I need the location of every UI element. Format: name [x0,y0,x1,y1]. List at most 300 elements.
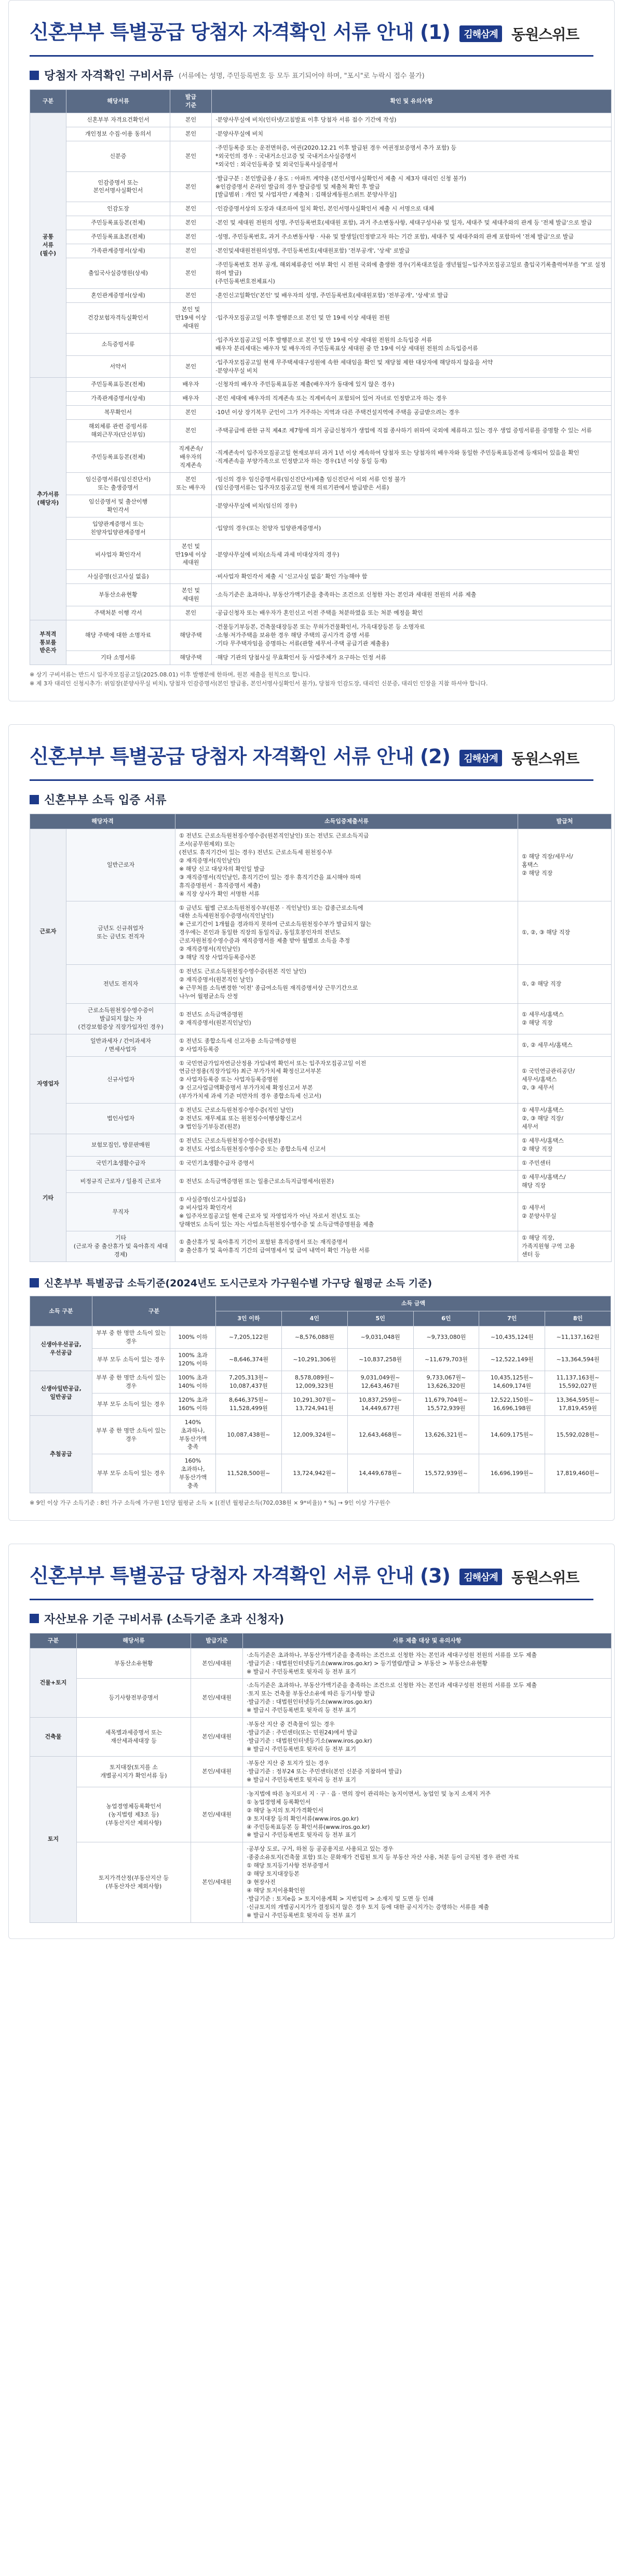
income-value-cell: 15,572,939원~ [413,1454,479,1493]
table-header: 발급기준 [191,1633,243,1648]
note-cell: ·성명, 주민등록번호, 과거 주소변동사항 · 사유 및 발생일(인정받고자 하는 기간 포함), 세대주 및 세대주와의 관계 포함하여 '전체 발급'으로 발급 [212,230,612,244]
table-row [30,1842,612,1922]
table-header: 확인 및 유의사항 [212,90,612,113]
table-row [30,1415,611,1454]
table-row [30,1679,612,1718]
qualification-cell: 일반과세자 / 간이과세자 / 면세사업자 [66,1034,175,1056]
income-value-cell: 15,592,028원~ [545,1415,611,1454]
table-row [30,288,612,302]
issuer-cell: 본인/세대원 [191,1648,243,1679]
table-row [30,1326,611,1349]
document-name: 주민등록표등본(전체) [66,216,170,230]
income-value-cell: ~8,646,374원 [216,1349,282,1371]
income-value-cell: 9,031,049원~ 12,643,467원 [347,1371,413,1393]
table-row [30,1787,612,1842]
income-value-cell: ~9,031,048원 [347,1326,413,1349]
table-row [30,1349,611,1371]
issuer-cell: 배우자 [170,378,212,392]
note-cell: ·분양사무실에 비치(임신의 경우) [212,495,612,517]
table-header: 3인 이하 [216,1311,282,1326]
issuer-cell: 본인 [170,406,212,420]
document-name: 토지가격산정(부동산지산 등 (부동산자산 제외사항) [77,1842,191,1922]
qualification-cell: 보험모집인, 방문판매원 [66,1134,175,1157]
table-header: 소득 금액 [216,1296,611,1311]
document-name: 개인정보 수집·이용 동의서 [66,127,170,141]
document-name: 등기사항전부증명서 [77,1679,191,1718]
income-value-cell: ~10,435,124원 [479,1326,545,1349]
issuer-cell: 본인/세대원 [191,1718,243,1757]
issuer-cell: 본인 [170,230,212,244]
issuer-cell: 본인 [170,355,212,378]
table-row [30,258,612,289]
income-value-cell: 11,679,704원~ 15,572,939원 [413,1393,479,1415]
category-cell: 건물+토지 [30,1648,77,1718]
table-row [30,1371,611,1393]
qualification-cell: 무직자 [66,1192,175,1231]
income-value-cell: 13,724,942원~ [281,1454,347,1493]
income-percent-cell: 100% 초과 140% 이하 [170,1371,216,1393]
issuer-cell: 본인 [170,420,212,442]
document-name: 해외체류 관련 증빙서류 해외근무자(단신부임) [66,420,170,442]
document-name: 가족관계증명서(상세) [66,392,170,406]
footnote: ※ 9인 이상 가구 소득기준 : 8인 가구 소득에 가구원 1인당 월평균 소득 × [(전년 월평균소득(702,038원 × 9*비율)) * %] → 9인 이상 가구원수 [30,1499,390,1507]
table-header: 발급 기준 [170,90,212,113]
table-header: 8인 [545,1311,611,1326]
table-header: 소득 구분 [30,1296,92,1326]
note-cell: ·소득기준은 초과하나, 부동산가액기준을 충족하는 조건으로 신청한 자는 본인과 세대구성원 전원의 서류를 모두 제출 ·토지 또는 건축물 부동산소유에 따른 등기사항 발급 ·발급기준 : 대법원인터넷등기소(www.iros.go.kr) ※ 발급시 주민등록번호 뒷자리 등 전부 표기 [243,1679,612,1718]
note-cell: ·공부상 도로, 구거, 하천 등 공공용지로 사용되고 있는 경우 ·종중소유토지(건축물 포함) 또는 문화재가 건립된 토지 등 부동산 자산 사용, 처분 등이 금지된 경우 관련 자료 ① 해당 토지등기사항 전부증명서 ② 해당 토지대장등본 ③ 현장사진 ④ 해당 토지이용확인원 ·발급기준 : 토지e음 > 토지이용계획 > 지번입력 > 소재지 및 도면 등 인쇄 ·신규토지의 개별공시지가가 결정되지 않은 경우 토지 등에 대한 공시지가는 증명하는 서류를 제출 ※ 발급시 주민등록번호 뒷자리 등 전부 표기 [243,1842,612,1922]
table-row [30,127,612,141]
issuer-cell: ① 세무서/홈택스 ②, ③ 해당 직장/ 세무서 [518,1104,612,1134]
table-header: 7인 [479,1311,545,1326]
income-percent-cell: 100% 이하 [170,1326,216,1349]
table-row [30,230,612,244]
issuer-cell: 본인/세대원 [191,1787,243,1842]
issuer-cell: 배우자 [170,392,212,406]
table-header-row [30,1296,611,1311]
note-cell: ·발급구분 : 본인발급용 / 용도 : 아파트 계약용 (본인서명사실확인서 제출 시 제3자 대리인 신청 불가) ※인감증명서 온라인 발급의 경우 발급증빙 및 제출처 확인 후 발급 [발급범위 : 개인 및 사업자만 / 제출처 : 김해삼계동원스위트 분양사무실] [212,171,612,202]
issuer-cell: 본인 [170,288,212,302]
note-cell: ·직계존속이 입주자모집공고일 현재로부터 과거 1년 이상 계속하여 당첨자 또는 당첨자의 배우자와 동일한 주민등록표등본에 등재되어 있음을 확인 ·직계존속을 부양가족으로 인정받고자 하는 경우(1년 이상 동일 등재) [212,442,612,473]
section-title: 자산보유 기준 구비서류 (소득기준 초과 신청자) [44,1613,285,1626]
documents-cell: ① 금년도 월별 근로소득원천징수부(원본 · 직인날인) 또는 갑종근로소득에 대한 소득세원천징수증명서(직인날인) ※ 근로기간이 1개월을 경과하지 못하여 근로소득원천징수부가 발급되지 않는 경우에는 본인과 동일한 직장의 동일직급, 동일호봉인자의 전년도 근로자원천징수영수증과 재직증명서를 제출 받아 월별로 소득을 추정 ② 재직증명서(직인날인) ③ 해당 직장 사업자등록증사본 [175,901,518,965]
brand-name: 동원스위트 [511,25,579,43]
document-name: 소득증빙서류 [66,333,170,355]
documents-cell: ① 전년도 근로소득원천징수영수증(원본) ② 전년도 사업소득원천징수영수증 또는 종합소득세 신고서 [175,1134,518,1157]
note-cell: ·본인 및 세대원 전원의 성명, 주민등록번호(세대원 포함), 과거 주소변동사항, 세대구성사유 및 일자, 세대주 및 세대주와의 관계 등 '전체 발급'으로 발급 [212,216,612,230]
table-row [30,1192,612,1231]
documents-cell: ① 전년도 근로소득원천징수영수증(직인 날인) ② 전년도 재무제표 또는 원천징수이행상황신고서 ③ 법인등기부등본(원본) [175,1104,518,1134]
document-name: 농업경영체등록확인서 (농지법령 제3조 등) (부동산지산 제외사항) [77,1787,191,1842]
table-row [30,302,612,333]
table-header: 구분 [92,1296,216,1326]
issuer-cell: 본인 [170,258,212,289]
qualification-cell: 비정규직 근로자 / 일용직 근로자 [66,1170,175,1192]
document-name: 비사업자 확인각서 [66,539,170,570]
table-row [30,517,612,539]
document-name: 인감도장 [66,202,170,216]
panel-gap [0,1521,623,1544]
income-standard-table [30,1296,611,1493]
income-percent-cell: 160% 초과하나, 부동산가액 충족 [170,1454,216,1493]
documents-cell: ① 사실증명(신고사실없음) ② 비사업자 확인각서 ※ 입주자모집공고일 현재 근로자 및 자영업자가 아닌 자로서 전년도 또는 당해연도 소득이 있는 자는 사업소득원천징수영수증 및 소득금액증명원을 제출 [175,1192,518,1231]
note-cell: ·입양의 경우(또는 친양자 입양관계증명서) [212,517,612,539]
issuer-cell: ①, ② 해당 직장 [518,965,612,1004]
panel-2 [8,724,615,1521]
table-header: 해당서류 [66,90,170,113]
square-bullet-icon [30,1614,39,1623]
issuer-cell: 본인 및 만19세 이상 세대원 [170,302,212,333]
brand-name: 동원스위트 [511,750,579,767]
income-value-cell: 12,522,150원~ 16,696,198원 [479,1393,545,1415]
document-name: 해당 주택에 대한 소명자료 [66,620,170,651]
note-cell: ·분양사무실에 비치(인터넷/고침발표 이후 당첨자 서류 접수 기간에 작성) [212,113,612,127]
income-value-cell: ~10,291,306원 [281,1349,347,1371]
table-header-row [30,90,612,113]
income-value-cell: ~12,522,149원 [479,1349,545,1371]
income-value-cell: ~11,137,162원 [545,1326,611,1349]
location-badge: 김해삼계 [459,750,502,766]
brand-name: 동원스위트 [511,1569,579,1587]
note-cell: ·혼인신고일확인('본인' 및 배우자의 성명, 주민등록번호(세대원포함) '전부공개', '상세'로 발급 [212,288,612,302]
table-row [30,355,612,378]
qualification-cell: 기타 (근로자 중 출산휴가 및 육아휴직 세대 경제) [66,1231,175,1262]
note-cell: ·신청자의 배우자 주민등록표등본 제출(배우자가 동대에 있지 않은 경우) [212,378,612,392]
bottom-padding [9,1923,614,1938]
table-row [30,1003,612,1034]
document-name: 주택처분 이행 각서 [66,606,170,620]
document-name: 인감증명서 또는 본인서명사실확인서 [66,171,170,202]
issuer-cell: 본인/세대원 [191,1842,243,1922]
documents-cell: ① 전년도 근로소득원천징수영수증(원본직인날인) 또는 전년도 근로소득지급 조서(공무원제외) 또는 (전년도 휴직기간이 있는 경우) 전년도 근로소득세 원천징수부 ② 재직증명서(직인날인) ※ 해당 신고 대상자의 확인일 발급 ③ 재직증명서(직인날인, 휴직기간이 있는 경우 휴직기간을 표시해야 하며 휴직증명원서 · 휴직증명서 제출) ④ 직장 상사가 확인 서명한 서류 [175,829,518,901]
documents-cell: ① 전년도 소득금액증명원 ② 재직증명서(원본직인날인) [175,1003,518,1034]
documents-cell: ① 전년도 소득금액증명원 또는 일용근로소득지급명세서(원본) [175,1170,518,1192]
income-standard-body [30,1326,611,1493]
note-cell: ·부동산 지산 중 건축물이 있는 경우 ·발급기준 : 주민센터(또는 민원24)에서 발급 ·발급기준 : 대법원인터넷등기소(www.iros.go.kr) ※ 발급시 주민등록번호 뒷자리 등 전부 표기 [243,1718,612,1757]
square-bullet-icon [30,795,39,804]
income-value-cell: 9,733,067원~ 13,626,320원 [413,1371,479,1393]
income-value-cell: ~11,679,703원 [413,1349,479,1371]
issuer-cell: 본인/세대원 [191,1756,243,1787]
documents-cell: ① 전년도 종합소득세 신고자용 소득금액증명원 ② 사업자등록증 [175,1034,518,1056]
issuer-cell [170,333,212,355]
income-value-cell: 11,137,163원~ 15,592,027원 [545,1371,611,1393]
document-name: 부동산소유현황 [66,584,170,606]
issuer-cell: ①, ② 세무서/홈택스 [518,1034,612,1056]
qualification-cell: 국민기초생활수급자 [66,1156,175,1170]
table-row [30,829,612,901]
income-value-cell: 17,819,460원~ [545,1454,611,1493]
section-note: (서류에는 성명, 주민등록번호 등 모두 표기되어야 하며, "포시"로 누락시 접수 불가) [179,72,425,80]
income-value-cell: 11,528,500원~ [216,1454,282,1493]
note-cell: ·해당 기관의 당첨사실 무효확인서 등 사업주체가 요구하는 인정 서류 [212,650,612,665]
income-value-cell: 12,009,324원~ [281,1415,347,1454]
panel-3 [8,1544,615,1939]
issuer-cell: 본인 또는 배우자 [170,472,212,495]
issuer-cell: 본인 [170,202,212,216]
income-type-cell: 부부 모두 소득이 있는 경우 [92,1393,170,1415]
square-bullet-icon [30,71,39,80]
square-bullet-icon [30,1278,39,1287]
issuer-cell: 본인 [170,127,212,141]
panel-3-header [9,1544,614,1599]
issuer-cell: 해당주택 [170,620,212,651]
category-cell: 기타 [30,1134,66,1262]
table-header: 구분 [30,1633,77,1648]
issuer-cell: ①, ②, ③ 해당 직장 [518,901,612,965]
table-row [30,539,612,570]
note-cell: ·소득기준은 초과하나, 부동산가액기준을 충족하는 조건으로 신청한 자는 본인과 세대구성원 전원의 서류를 모두 제출 ·발급기준 : 대법원인터넷등기소(www.iros.go.kr) > 등기열람/발급 > 부동산 > 부동산소유현황 ※ 발급시 주민등록번호 뒷자리 등 전부 표기 [243,1648,612,1679]
issuer-cell: ① 국민연금관리공단/ 세무서/홈택스 ②, ③ 세무서 [518,1056,612,1104]
document-name: 복무확인서 [66,406,170,420]
category-cell: 추가서류 (해당자) [30,378,66,620]
income-value-cell: ~8,576,088원 [281,1326,347,1349]
note-cell: ·부동산 지산 중 토지가 있는 경우 ·발급기준 : 정부24 또는 주민센터(본인 신분증 지참하여 발급) ※ 발급시 주민등록번호 뒷자리 등 전부 표기 [243,1756,612,1787]
section-title: 신혼부부 소득 입증 서류 [44,794,167,807]
issuer-cell: 해당주택 [170,650,212,665]
income-value-cell: 13,364,595원~ 17,819,459원 [545,1393,611,1415]
table-header: 해당서류 [77,1633,191,1648]
note-cell: ·임신의 경우 임신증명서류(임신진단서)제출 임신진단서 이외 서류 인정 불가 (임신증명서류는 입주자모집공고일 현재 의료기관에서 발급받은 서류) [212,472,612,495]
note-cell: ·입주자모집공고일 이후 발행분으로 본인 및 만 19세 이상 세대원 전원의 소득입증 서류 배우자 분리세대는 배우자 및 배우자의 주민등록표상 세대원 중 만 19세 이상 세대원 전원의 소득입증서류 [212,333,612,355]
section-heading [9,781,614,814]
table-row [30,333,612,355]
table-row [30,1648,612,1679]
income-type-cell: 부부 모두 소득이 있는 경우 [92,1454,170,1493]
qualification-cell: 근로소득원천징수영수증이 발급되지 않는 자 (건강보험증상 직장가입자인 경우) [66,1003,175,1034]
note-cell: ·본인 세대에 배우자의 직계존속 또는 직계비속이 포함되어 있어 자녀로 인정받고자 하는 경우 [212,392,612,406]
category-cell: 부적격 통보를 받은자 [30,620,66,665]
table-row [30,244,612,258]
document-name: 혼인관계증명서(상세) [66,288,170,302]
table-row [30,472,612,495]
document-name: 건강보험자격득실확인서 [66,302,170,333]
table-row [30,1034,612,1056]
table-header: 해당자격 [30,814,175,829]
required-docs-table [30,89,612,665]
table-header: 소득입증제출서류 [175,814,518,829]
income-value-cell: 7,205,313원~ 10,087,437원 [216,1371,282,1393]
income-value-cell: 13,626,321원~ [413,1415,479,1454]
location-badge: 김해삼계 [459,1569,502,1585]
section-heading [9,1262,614,1296]
issuer-cell [170,570,212,584]
income-value-cell: ~7,205,122원 [216,1326,282,1349]
document-name: 신혼부부 자격요건확인서 [66,113,170,127]
page-title: 신혼부부 특별공급 당첨자 자격확인 서류 안내 (1) 김해삼계 동원스위트 [30,21,579,44]
table-row [30,1104,612,1134]
income-group-cell: 신생아우선공급, 우선공급 [30,1326,92,1371]
income-type-cell: 부부 중 한 명만 소득이 있는 경우 [92,1415,170,1454]
issuer-cell: 본인/세대원 [191,1679,243,1718]
table-header: 발급처 [518,814,612,829]
income-value-cell: 14,449,678원~ [347,1454,413,1493]
table-row [30,1134,612,1157]
qualification-cell: 전년도 전직자 [66,965,175,1004]
table-header: 구분 [30,90,66,113]
issuer-cell: 본인 [170,113,212,127]
income-value-cell: ~13,364,594원 [545,1349,611,1371]
note-cell: ·농지법에 따른 농지로서 지 · 구 · 읍 · 면의 장이 관리하는 농지이면서, 농업인 및 농지 소재지 거주 ① 농업경영체 등록확인서 ② 해당 농지의 토지가격확인서 ③ 토지대장 등의 확인서류(www.iros.go.kr) ④ 주민등록표등본 등 확인서류(www.iros.go.kr) ※ 발급시 주민등록번호 뒷자리 등 전부 표기 [243,1787,612,1842]
table-row [30,606,612,620]
issuer-cell: ① 세무서/홈택스 ② 해당 직장 [518,1003,612,1034]
table-header: 4인 [281,1311,347,1326]
category-cell: 건축물 [30,1718,77,1757]
income-docs-body [30,829,612,1262]
panel-2-header [9,725,614,779]
table-row [30,901,612,965]
table-header-row [30,814,612,829]
issuer-cell: ① 해당 직장/세무서/ 홈택스 ② 해당 직장 [518,829,612,901]
table-row [30,392,612,406]
note-cell: ·비사업자 확인각서 제출 시 '신고사실 없음' 확인 가능해야 함 [212,570,612,584]
documents-cell: ① 국민기초생활수급자 증명서 [175,1156,518,1170]
table-header: 5인 [347,1311,413,1326]
issuer-cell: 본인 [170,244,212,258]
income-group-cell: 추첨공급 [30,1415,92,1493]
income-value-cell: ~9,733,080원 [413,1326,479,1349]
note-cell: ·주민등록증 또는 운전면허증, 여권(2020.12.21 이후 발급된 경우 여권정보증명서 추가 포함) 등 *외국인의 경우 : 국내거소신고증 및 국내거소사실증명서 *외국인 : 외국인등록증 및 외국인등록사실증명서 [212,141,612,171]
note-cell: ·10년 이상 장기복무 군인이 그가 거주하는 지역과 다른 주택건설지역에 주택을 공급받으려는 경우 [212,406,612,420]
income-value-cell: 8,578,089원~ 12,009,323원 [281,1371,347,1393]
table-row [30,442,612,473]
table-row [30,650,612,665]
issuer-cell: ① 세무서/홈택스/ 해당 직장 [518,1170,612,1192]
document-name: 임신증명서 및 출산이행 확인각서 [66,495,170,517]
table-row [30,570,612,584]
table-row [30,584,612,606]
issuer-cell: ① 주민센터 [518,1156,612,1170]
section-title: 신혼부부 특별공급 소득기준(2024년도 도시근로자 가구원수별 가구당 월평균 소득 기준) [44,1278,432,1290]
issuer-cell: 본인 [170,141,212,171]
section-title: 당첨자 자격확인 구비서류 [44,70,174,83]
qualification-cell: 법인사업자 [66,1104,175,1134]
panel-1 [8,0,615,701]
table-row [30,113,612,127]
issuer-cell: 직계존속/ 배우자의 직계존속 [170,442,212,473]
document-name: 세목별과세증명서 또는 재산세과세대장 등 [77,1718,191,1757]
issuer-cell: 본인 [170,171,212,202]
table-row [30,202,612,216]
income-percent-cell: 120% 초과 160% 이하 [170,1393,216,1415]
note-cell: ·소득기준은 초과하나, 부동산가액기준을 충족하는 조건으로 신청한 자는 본인과 세대원 전원의 서류 제출 [212,584,612,606]
document-name: 출입국사실증명원(상세) [66,258,170,289]
asset-docs-table [30,1633,612,1923]
document-name: 부동산소유현황 [77,1648,191,1679]
table-header: 6인 [413,1311,479,1326]
document-name: 서약서 [66,355,170,378]
note-cell: ·입주자모집공고일 현재 무주택세대구성원에 속한 세대임을 확인 및 재당첨 제한 대상자에 해당하지 않음을 서약 ·분양사무실 비치 [212,355,612,378]
note-cell: ·인감증명서상의 도장과 대조하여 일치 확인, 본인서명사실확인서 제출 시 서명으로 대체 [212,202,612,216]
document-name: 입양관계증명서 또는 친양자입양관계증명서 [66,517,170,539]
income-value-cell: 8,646,375원~ 11,528,499원 [216,1393,282,1415]
issuer-cell: 본인 및 만19세 이상 세대원 [170,539,212,570]
table-row [30,1393,611,1415]
table-header: 서류 제출 대상 및 유의사항 [243,1633,612,1648]
category-cell: 자영업자 [30,1034,66,1134]
issuer-cell: ① 해당 직장, 가족지원형 구역 고용 센터 등 [518,1231,612,1262]
category-cell: 근로자 [30,829,66,1034]
panel-1-header [9,1,614,55]
asset-docs-body [30,1648,612,1922]
income-type-cell: 부부 모두 소득이 있는 경우 [92,1349,170,1371]
income-value-cell: 12,643,468원~ [347,1415,413,1454]
income-percent-cell: 140% 초과하나, 부동산가액 충족 [170,1415,216,1454]
table-row [30,216,612,230]
document-name: 임신증명서류(임신진단서) 또는 출생증명서 [66,472,170,495]
issuer-cell [170,517,212,539]
document-name: 주민등록표초본(전체) [66,230,170,244]
note-cell: ·주택공급에 관한 규칙 제4조 제7항에 의거 공급신청자가 생업에 직접 종사하기 위하여 국외에 체류하고 있는 경우 생업 증빙서류를 증명할 수 있는 서류 [212,420,612,442]
note-cell: ·분양사무실에 비치(소득세 과세 미대상자의 경우) [212,539,612,570]
document-name: 주민등록표등본(전체) [66,442,170,473]
footnote: ※ 상기 구비서류는 반드시 입주자모집공고일(2025.08.01) 이후 발행분에 한하며, 원본 제출을 원칙으로 합니다. ※ 제 3자 대리인 신청시추가: 위임장(분양사무실 비치), 당첨자 인감증명서(본인 발급용, 본인서명사실확인서 불가), 당첨자 인감도장, 대리인 신분증, 대리인 인장을 지참 하셔야 합니다. [30,671,488,687]
table-row [30,1718,612,1757]
table-row [30,1170,612,1192]
income-percent-cell: 100% 초과 120% 이하 [170,1349,216,1371]
issuer-cell: ① 세무서/홈택스 ② 해당 직장 [518,1134,612,1157]
panel-gap [0,701,623,724]
category-cell: 공통 서류 (필수) [30,113,66,378]
qualification-cell: 신규사업자 [66,1056,175,1104]
documents-cell: ① 국민연금가입자연금산정용 가입내역 확인서 또는 입주자모집공고일 이전 연금산정용(직장가입자) 최근 부가가치세 확정신고서부본 ② 사업자등록증 또는 사업자등록증명원 ③ 신고사업금액확증명서 부가가치세 확정신고서 부본 (부가가치세 과세 기준 미만자의 경우 종합소득세 신고서) [175,1056,518,1104]
income-type-cell: 부부 중 한 명만 소득이 있는 경우 [92,1371,170,1393]
note-cell: ·건물등기부등본, 건축물대장등본 또는 무허가건물확인서, 가옥대장등본 등 소명자료 ·소형·저가주택을 보유한 경우 해당 주택의 공시가격 증명 서류 ·기타 무주택자임을 증명하는 서류(관할 세무서·주택 공급기관 제출용) [212,620,612,651]
section-heading [9,1600,614,1633]
table-row [30,141,612,171]
required-docs-body [30,113,612,665]
note-cell: ·분양사무실에 비치 [212,127,612,141]
documents-cell: ① 전년도 근로소득원천징수영수증(원본 직인 날인) ② 재직증명서(원본직인 날인) ※ 근무처를 소득변경한 '이전' 종급여소득원 재직증명서상 근무기간으로 나누어 월평균소득 산정 [175,965,518,1004]
income-value-cell: 14,609,175원~ [479,1415,545,1454]
table-row [30,965,612,1004]
income-value-cell: 10,291,307원~ 13,724,941원 [281,1393,347,1415]
issuer-cell: 본인 [170,606,212,620]
table-row [30,620,612,651]
note-cell: ·주민등록번호 전부 공개, 해외체류중인 여부 확인 시 전원 국외에 출생한 경우(기록대조일을 생년월일~입주자모집공고일로 출입국기록출력여부를 'Y'로 설정하여 발급) (주민등록번호전체표시) [212,258,612,289]
table-row [30,406,612,420]
note-cell: ·입주자모집공고일 이후 발행분으로 본인 및 만 19세 이상 세대원 전원 [212,302,612,333]
qualification-cell: 일반근로자 [66,829,175,901]
category-cell: 토지 [30,1756,77,1922]
issuer-cell [170,495,212,517]
table-row [30,1231,612,1262]
income-value-cell: 10,087,438원~ [216,1415,282,1454]
income-type-cell: 부부 중 한 명만 소득이 있는 경우 [92,1326,170,1349]
table-header-row [30,1633,612,1648]
page-title: 신혼부부 특별공급 당첨자 자격확인 서류 안내 (2) 김해삼계 동원스위트 [30,745,579,768]
documents-cell: ① 출산휴가 및 육아휴직 기간이 포함된 휴직증명서 또는 재직증명서 ② 출산휴가 및 육아휴직 기간의 급여명세서 및 급여 내역이 확인 가능한 서류 [175,1231,518,1262]
table-row [30,171,612,202]
income-value-cell: 10,837,259원~ 14,449,677원 [347,1393,413,1415]
issuer-cell: 본인 및 세대원 [170,584,212,606]
document-name: 가족관계증명서(상세) [66,244,170,258]
location-badge: 김해삼계 [459,25,502,42]
qualification-cell: 금년도 신규취업자 또는 금년도 전직자 [66,901,175,965]
issuer-cell: 본인 [170,216,212,230]
table-row [30,1756,612,1787]
income-value-cell: 10,435,125원~ 14,609,174원 [479,1371,545,1393]
note-cell: ·본인및세대원전원의성명, 주민등록번호(세대원포함) '전부공개', '상세' 로발급 [212,244,612,258]
table-row [30,420,612,442]
document-name: 토지대장(토지를 소 개별공시지가 확인서류 등) [77,1756,191,1787]
document-name: 사실증명(신고사실 없음) [66,570,170,584]
issuer-cell: ① 세무서 ② 분양사무실 [518,1192,612,1231]
income-group-cell: 신생아일반공급, 일반공급 [30,1371,92,1415]
document-name: 신분증 [66,141,170,171]
section-heading [9,57,614,89]
document-name: 기타 소명서류 [66,650,170,665]
